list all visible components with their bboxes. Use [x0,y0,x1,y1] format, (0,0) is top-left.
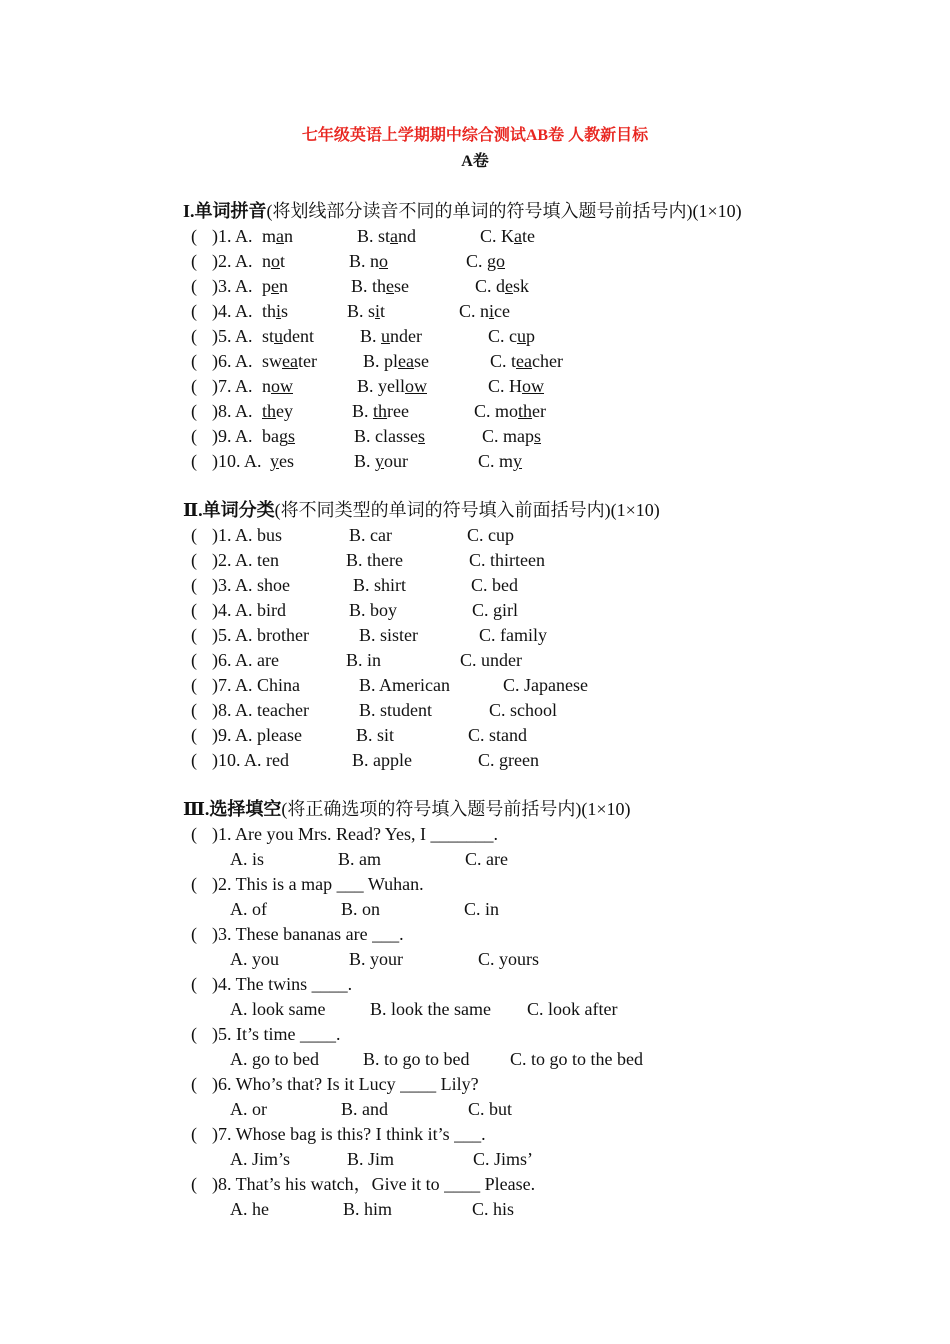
option-text: se [394,276,410,296]
question-row [183,1022,883,1047]
options-row [183,1047,883,1072]
question-option-a: )9. A. please [212,725,302,745]
option-c: C. Jims’ [473,1149,534,1169]
option-text: B. s [347,301,376,321]
question-number: )8. A. [212,401,253,421]
answer-bracket: ( [191,451,197,471]
option-b: B. am [338,849,381,869]
option-text: te [522,226,536,246]
section-heading [183,199,883,224]
option-text: C. t [490,351,517,371]
question-number: )10. A. [212,451,262,471]
question-option-a: )8. A. teacher [212,700,309,720]
option-text: bag [262,426,288,446]
question-row [183,698,883,723]
option-text: C. [466,251,488,271]
answer-option [488,374,544,399]
option-b: B. sit [356,725,395,745]
answer-bracket: ( [191,1174,197,1194]
option-a: A. Jim’s [230,1149,291,1169]
underlined-letters: u [517,326,526,346]
document-subtitle: A卷 [461,153,489,170]
answer-option [478,449,522,474]
answer-option [262,399,293,424]
question-row [183,972,883,997]
option-c: C. but [468,1099,513,1119]
option-text: B. n [349,251,380,271]
question-row [183,1072,883,1097]
answer-option [474,399,546,424]
option-b: B. apple [352,750,412,770]
question-row [183,748,883,773]
answer-bracket: ( [191,625,197,645]
answer-bracket: ( [191,1024,197,1044]
answer-bracket: ( [191,351,197,371]
question-row [183,922,883,947]
question-row [183,573,883,598]
answer-bracket: ( [191,600,197,620]
option-b: B. and [341,1099,388,1119]
option-c: C. bed [471,575,518,595]
question-option-a: )3. A. shoe [212,575,290,595]
answer-bracket: ( [191,376,197,396]
question-text: )4. The twins ____. [212,974,353,994]
options-row [183,947,883,972]
question-text: )2. This is a map ___ Wuhan. [212,874,424,894]
options-row [183,897,883,922]
underlined-letters: y [375,451,385,471]
answer-option [351,274,409,299]
question-text: )1. Are you Mrs. Read? Yes, I _______. [212,824,498,844]
section-phonetics [183,199,883,474]
answer-bracket: ( [191,725,197,745]
options-row [183,997,883,1022]
question-number: )2. A. [212,251,253,271]
option-a: A. look same [230,999,326,1019]
option-b: B. boy [349,600,398,620]
option-a: A. he [230,1199,269,1219]
answer-option [357,374,427,399]
answer-bracket: ( [191,675,197,695]
answer-option [354,449,408,474]
underlined-letters: a [514,226,523,246]
option-text: th [262,301,277,321]
question-row [183,249,883,274]
document-title: 七年级英语上学期期中综合测试AB卷 人教新目标 [301,127,649,144]
answer-option [262,224,293,249]
answer-bracket: ( [191,401,197,421]
option-b: B. shirt [353,575,407,595]
option-text: m [262,226,277,246]
answer-bracket: ( [191,1124,197,1144]
option-a: A. you [230,949,279,969]
question-row [183,274,883,299]
answer-option [490,349,563,374]
option-text: nd [398,226,417,246]
option-text: ree [387,401,410,421]
answer-bracket: ( [191,426,197,446]
answer-option [466,249,505,274]
options-row [183,847,883,872]
question-row [183,224,883,249]
answer-bracket: ( [191,251,197,271]
option-c: C. green [478,750,539,770]
option-text: p [526,326,535,346]
option-c: C. in [464,899,500,919]
question-text: )3. These bananas are ___. [212,924,404,944]
option-a: A. is [230,849,265,869]
section-number: Ⅱ. [183,500,203,520]
options-row [183,1197,883,1222]
question-number: )6. A. [212,351,253,371]
section-title [183,799,281,819]
section-instructions: (将不同类型的单词的符号填入前面括号内)(1×10) [274,500,660,520]
underlined-letters: a [390,226,399,246]
underlined-letters: ea [516,351,532,371]
answer-option [357,224,416,249]
option-text: s [281,301,289,321]
section-name: 单词拼音 [194,201,267,221]
question-row [183,1122,883,1147]
section-multiple-choice [183,797,883,1222]
option-text: n [279,276,288,296]
underlined-letters: o [379,251,389,271]
underlined-letters: e [505,276,514,296]
section-name: 选择填空 [209,799,282,819]
option-c: C. his [472,1199,515,1219]
option-b: B. American [359,675,450,695]
underlined-letters: ow [405,376,427,396]
section-instructions: (将划线部分读音不同的单词的符号填入题号前括号内)(1×10) [266,201,742,221]
answer-bracket: ( [191,750,197,770]
option-text: ter [298,351,317,371]
section-title [183,500,275,520]
question-number: )7. A. [212,376,253,396]
option-text: C. c [488,326,517,346]
answer-bracket: ( [191,924,197,944]
option-a: A. go to bed [230,1049,319,1069]
option-text: se [414,351,429,371]
underlined-letters: u [274,326,284,346]
underlined-letters: o [271,251,280,271]
question-text: )7. Whose bag is this? I think it’s ___. [212,1124,486,1144]
answer-option [363,349,429,374]
option-text: C. K [480,226,515,246]
answer-option [480,224,535,249]
answer-bracket: ( [191,575,197,595]
option-c: C. are [465,849,508,869]
section-instructions: (将正确选项的符号填入题号前括号内)(1×10) [281,799,631,819]
underlined-letters: y [270,451,279,471]
question-option-a: )4. A. bird [212,600,286,620]
option-b: B. there [346,550,403,570]
question-row [183,673,883,698]
option-c: C. cup [467,525,514,545]
question-row [183,822,883,847]
option-c: C. stand [468,725,528,745]
option-text: t [380,301,386,321]
option-text: C. H [488,376,523,396]
question-row [183,623,883,648]
option-text: B. [352,401,374,421]
question-number: )1. A. [212,226,253,246]
section-heading [183,498,883,523]
underlined-letters: th [518,401,533,421]
question-text: )5. It’s time ____. [212,1024,341,1044]
underlined-letters: u [381,326,391,346]
answer-bracket: ( [191,974,197,994]
underlined-letters: i [276,301,282,321]
underlined-letters: a [276,226,285,246]
underlined-letters: y [513,451,523,471]
answer-option [262,324,314,349]
option-c: C. Japanese [503,675,588,695]
question-text: )8. That’s his watch，Give it to ____ Please. [212,1174,536,1194]
answer-option [262,424,295,449]
section-number: Ⅲ. [183,799,210,819]
option-b: B. in [346,650,382,670]
answer-option [360,324,422,349]
option-text: cher [532,351,563,371]
underlined-letters: th [262,401,277,421]
option-text: B. th [351,276,387,296]
section-name: 单词分类 [202,500,275,520]
answer-option [475,274,529,299]
answer-bracket: ( [191,276,197,296]
option-b: B. sister [359,625,419,645]
option-text: t [280,251,286,271]
underlined-letters: i [489,301,495,321]
option-text: n [262,376,271,396]
option-text: es [279,451,294,471]
option-b: B. your [349,949,403,969]
answer-bracket: ( [191,700,197,720]
answer-bracket: ( [191,226,197,246]
option-b: B. on [341,899,381,919]
option-text: B. pl [363,351,399,371]
question-row [183,399,883,424]
answer-option [270,449,294,474]
underlined-letters: s [417,426,425,446]
option-text: nder [390,326,422,346]
question-row [183,1172,883,1197]
option-text: B. [354,451,376,471]
option-c: C. look after [527,999,618,1019]
option-text: B. yell [357,376,405,396]
option-text: C. mo [474,401,519,421]
question-option-a: )5. A. brother [212,625,309,645]
option-text: sw [262,351,283,371]
underlined-letters: ow [271,376,293,396]
question-row [183,449,883,474]
option-a: A. of [230,899,267,919]
option-c: C. family [479,625,547,645]
answer-option [349,249,388,274]
options-row [183,1097,883,1122]
question-row [183,299,883,324]
option-text: ey [276,401,294,421]
question-option-a: )10. A. red [212,750,289,770]
option-text: B. [360,326,382,346]
underlined-letters: s [288,426,296,446]
option-text: C. m [478,451,514,471]
option-c: C. thirteen [469,550,545,570]
underlined-letters: i [375,301,381,321]
answer-option [347,299,385,324]
option-text: dent [283,326,315,346]
option-b: B. Jim [347,1149,395,1169]
option-text: p [262,276,271,296]
option-b: B. car [349,525,392,545]
option-c: C. yours [478,949,540,969]
question-row [183,598,883,623]
question-option-a: )7. A. China [212,675,300,695]
option-text: n [284,226,294,246]
underlined-letters: e [386,276,395,296]
question-option-a: )6. A. are [212,650,279,670]
option-text: B. st [357,226,391,246]
question-row [183,324,883,349]
underlined-letters: go [487,251,506,271]
underlined-letters: e [271,276,279,296]
option-b: B. student [359,700,433,720]
question-text: )6. Who’s that? Is it Lucy ____ Lily? [212,1074,479,1094]
answer-option [352,399,409,424]
answer-option [262,374,293,399]
answer-option [482,424,541,449]
answer-option [459,299,510,324]
option-b: B. look the same [370,999,491,1019]
section-heading [183,797,883,822]
option-c: C. under [460,650,522,670]
option-text: C. n [459,301,490,321]
underlined-letters: ea [282,351,298,371]
question-number: )4. A. [212,301,253,321]
question-row [183,648,883,673]
question-number: )5. A. [212,326,253,346]
section-word-classification [183,498,883,773]
question-row [183,374,883,399]
answer-bracket: ( [191,525,197,545]
answer-option [262,299,288,324]
answer-option [262,349,317,374]
answer-bracket: ( [191,550,197,570]
option-text: er [532,401,547,421]
underlined-letters: ow [522,376,545,396]
option-b: B. to go to bed [363,1049,470,1069]
option-text: st [262,326,275,346]
option-c: C. to go to the bed [510,1049,643,1069]
option-text: C. d [475,276,506,296]
question-row [183,548,883,573]
question-row [183,424,883,449]
answer-bracket: ( [191,650,197,670]
answer-bracket: ( [191,874,197,894]
option-text: our [384,451,409,471]
question-number: )3. A. [212,276,253,296]
option-a: A. or [230,1099,267,1119]
underlined-letters: ea [398,351,414,371]
answer-bracket: ( [191,1074,197,1094]
underlined-letters: th [373,401,388,421]
option-text: B. classe [354,426,418,446]
option-c: C. school [489,700,558,720]
question-row [183,349,883,374]
option-text: n [262,251,271,271]
option-c: C. girl [472,600,519,620]
option-text: C. map [482,426,534,446]
answer-bracket: ( [191,301,197,321]
underlined-letters: s [534,426,542,446]
question-row [183,872,883,897]
option-text: sk [513,276,530,296]
question-row [183,523,883,548]
question-number: )9. A. [212,426,253,446]
answer-option [488,324,535,349]
option-b: B. him [343,1199,393,1219]
answer-option [354,424,425,449]
section-title [183,201,267,221]
question-option-a: )2. A. ten [212,550,279,570]
section-number: I. [183,201,195,221]
question-row [183,723,883,748]
options-row [183,1147,883,1172]
answer-option [262,249,285,274]
answer-bracket: ( [191,326,197,346]
answer-option [262,274,288,299]
question-option-a: )1. A. bus [212,525,283,545]
answer-bracket: ( [191,824,197,844]
option-text: ce [494,301,511,321]
